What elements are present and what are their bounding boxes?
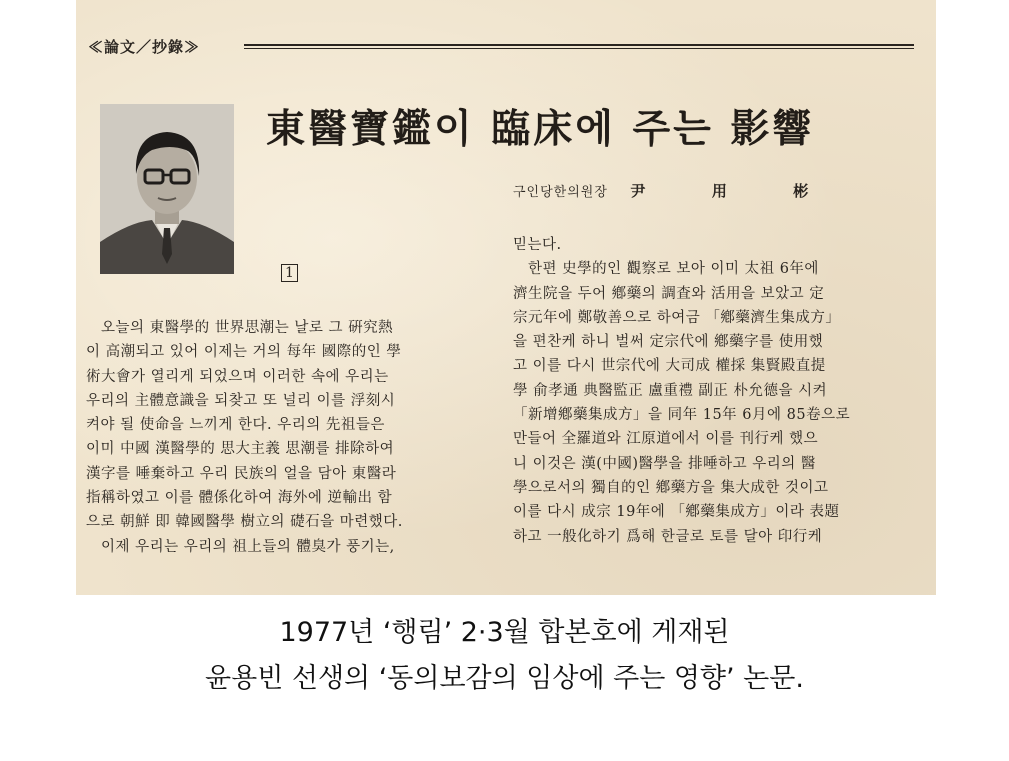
text-line: 이 高潮되고 있어 이제는 거의 每年 國際的인 學: [86, 344, 402, 361]
header-rule: [244, 44, 914, 49]
newspaper-clipping: [76, 0, 936, 595]
text-line: 믿는다.: [513, 237, 562, 253]
text-line: 宗元年에 鄭敬善으로 하여금 「鄕藥濟生集成方」: [513, 309, 841, 326]
article-headline: 東醫寶鑑이 臨床에 주는 影響: [266, 106, 815, 152]
text-line: 으로 朝鮮 即 韓國醫學 樹立의 礎石을 마련했다.: [86, 514, 403, 531]
author-name-char: 用: [711, 182, 727, 200]
author-portrait: [100, 104, 234, 274]
text-line: 우리의 主體意識을 되찾고 또 널리 이를 浮刻시: [86, 392, 396, 409]
caption-line-2: 윤용빈 선생의 ‘동의보감의 임상에 주는 영향’ 논문.: [205, 663, 804, 694]
text-line: 을 편찬케 하니 벌써 定宗代에 鄕藥字를 使用했: [513, 334, 824, 351]
text-line: 오늘의 東醫學的 世界思潮는 날로 그 硏究熱: [86, 320, 394, 336]
author-byline: [513, 180, 870, 201]
text-line: 이미 中國 漢醫學的 思大主義 思潮를 排除하여: [86, 441, 395, 458]
article-right-column: [513, 233, 850, 549]
text-line: 니 이것은 漢(中國)醫學을 排唾하고 우리의 醫: [513, 455, 816, 472]
author-name-char: 彬: [793, 182, 809, 200]
text-line: 術大會가 열리게 되었으며 이러한 속에 우리는: [86, 368, 389, 385]
author-name-char: 尹: [630, 182, 646, 200]
text-line: 學 俞孝通 典醫監正 盧重禮 副正 朴允德을 시켜: [513, 382, 828, 399]
text-line: 켜야 될 使命을 느끼게 한다. 우리의 先祖들은: [86, 417, 385, 434]
text-line: 「新增鄕藥集成方」을 同年 15年 6月에 85卷으로: [513, 407, 851, 424]
caption-line-1: 1977년 ‘행림’ 2·3월 합본호에 게재된: [279, 617, 730, 648]
text-line: 한편 史學的인 觀察로 보아 이미 太祖 6年에: [513, 261, 819, 278]
text-line: 濟生院을 두어 鄕藥의 調査와 活用을 보았고 定: [513, 285, 825, 302]
text-line: 學으로서의 獨自的인 鄕藥方을 集大成한 것이고: [513, 479, 829, 496]
article-left-column: [86, 316, 403, 559]
section-label: ≪論文／抄錄≫: [88, 38, 201, 56]
portrait-photo: [100, 104, 234, 274]
author-affiliation: 구인당한의원장: [513, 185, 608, 200]
photo-caption: [0, 610, 1009, 702]
text-line: 이를 다시 成宗 19年에 「鄕藥集成方」이라 表題: [513, 504, 840, 521]
text-line: 이제 우리는 우리의 祖上들의 體臭가 풍기는,: [86, 538, 395, 555]
text-line: 하고 一般化하기 爲해 한글로 토를 달아 印行케: [513, 528, 823, 545]
section-number: 1: [281, 264, 298, 282]
text-line: 고 이를 다시 世宗代에 大司成 權採 集賢殿直提: [513, 358, 826, 375]
text-line: 만들어 全羅道와 江原道에서 이를 刊行케 했으: [513, 431, 819, 448]
text-line: 漢字를 唾棄하고 우리 民族의 얼을 담아 東醫라: [86, 465, 397, 482]
text-line: 指稱하였고 이를 體係化하여 海外에 逆輸出 함: [86, 490, 393, 507]
